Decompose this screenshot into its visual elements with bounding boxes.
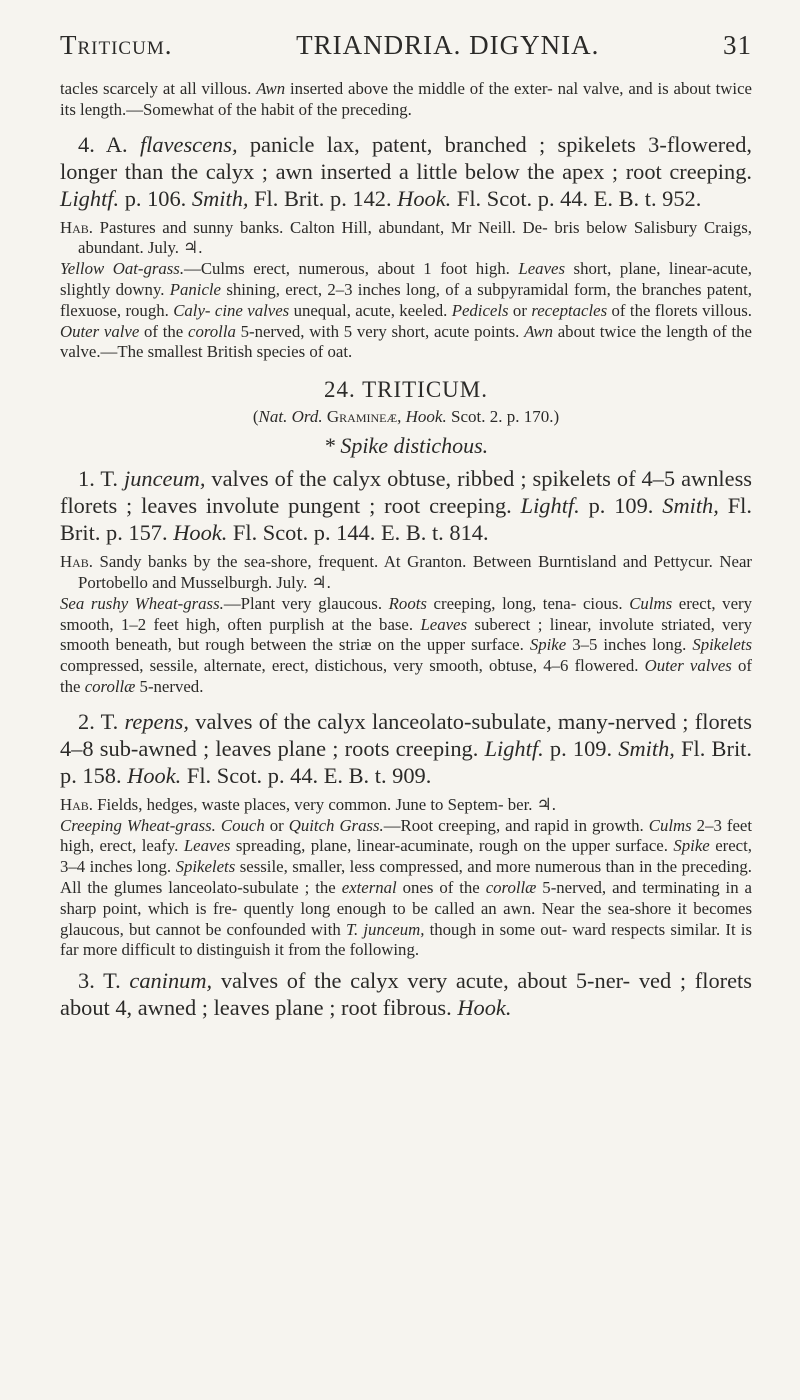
- species-4-habitat: Hab. Pastures and sunny banks. Calton Hill, abundant, Mr Neill. De- bris below Salisbury Craigs, abundant. July. ♃.: [60, 217, 752, 258]
- species-4-description: Yellow Oat-grass.—Culms erect, numerous, about 1 foot high. Leaves short, plane, linear-acute, slightly downy. Panicle shining, erect, 2–3 inches long, of a subpyramidal form, the branches patent, flexuose, rough. Caly- cine valves unequal, acute, keeled. Pedicels or receptacles of the florets villous. Outer valve of the corolla 5-nerved, with 5 very short, acute points. Awn about twice the length of the valve.—The smallest British species of oat.: [60, 259, 753, 362]
- running-head-genus: Triticum.: [60, 30, 173, 60]
- natural-order-reference: (Nat. Ord. Gramineæ, Hook. Scot. 2. p. 170.): [252, 407, 560, 427]
- running-head: [60, 30, 752, 61]
- genus-heading: 24. TRITICUM.: [324, 377, 488, 403]
- species-1-description: Sea rushy Wheat-grass.—Plant very glaucous. Roots creeping, long, tena- cious. Culms erect, very smooth, 1–2 feet high, often purplish at the base. Leaves suberect ; linear, involute striated, very smooth beneath, but rough between the striæ on the upper surface. Spike 3–5 inches long. Spikelets compressed, sessile, alternate, erect, distichous, very smooth, obtuse, 4–6 flowered. Outer valves of the corollæ 5-nerved.: [60, 593, 752, 696]
- running-head-class-order: TRIANDRIA. DIGYNIA.: [296, 30, 600, 60]
- species-1-habitat: Hab. Sandy banks by the sea-shore, frequent. At Granton. Between Burntisland and Pettycur. Near Portobello and Musselburgh. July. ♃.: [60, 552, 752, 592]
- section-subheading: * Spike distichous.: [323, 433, 489, 459]
- species-3-diagnosis: 3. T. caninum, valves of the calyx very acute, about 5-ner- ved ; florets about 4, awned ; leaves plane ; root fibrous. Hook.: [60, 968, 752, 1021]
- species-1-diagnosis: 1. T. junceum, valves of the calyx obtuse, ribbed ; spikelets of 4–5 awnless florets ; leaves involute pungent ; root creeping. Lightf. p. 109. Smith, Fl. Brit. p. 157. Hook. Fl. Scot. p. 144. E. B. t. 814.: [60, 466, 752, 546]
- species-2-habitat: Hab. Fields, hedges, waste places, very common. June to Septem- ber. ♃.: [60, 794, 556, 814]
- page-number: 31: [723, 30, 752, 60]
- species-4-diagnosis: 4. A. flavescens, panicle lax, patent, branched ; spikelets 3-flowered, longer than the calyx ; awn inserted a little below the apex ; root creeping. Lightf. p. 106. Smith, Fl. Brit. p. 142. Hook. Fl. Scot. p. 44. E. B. t. 952.: [60, 131, 752, 211]
- species-2-description: Creeping Wheat-grass. Couch or Quitch Grass.—Root creeping, and rapid in growth. Culms 2–3 feet high, erect, leafy. Leaves spreading, plane, linear-acuminate, rough on the upper surface. Spike erect, 3–4 inches long. Spikelets sessile, smaller, less compressed, and more numerous than in the preceding. All the glumes lanceolato-subulate ; the external ones of the corollæ 5-nerved, and terminating in a sharp point, which is fre- quently long enough to be called an awn. Near the sea-shore it becomes glaucous, but cannot be confounded with T. junceum, though in some out- ward respects similar. It is far more difficult to distinguish it from the following.: [60, 815, 753, 960]
- continued-description: tacles scarcely at all villous. Awn inserted above the middle of the exter- nal valve, and is about twice its length.—Somewhat of the habit of the preceding.: [60, 79, 752, 119]
- species-2-diagnosis: 2. T. repens, valves of the calyx lanceolato-subulate, many-nerved ; florets 4–8 sub-awned ; leaves plane ; roots creeping. Lightf. p. 109. Smith, Fl. Brit. p. 158. Hook. Fl. Scot. p. 44. E. B. t. 909.: [60, 708, 752, 788]
